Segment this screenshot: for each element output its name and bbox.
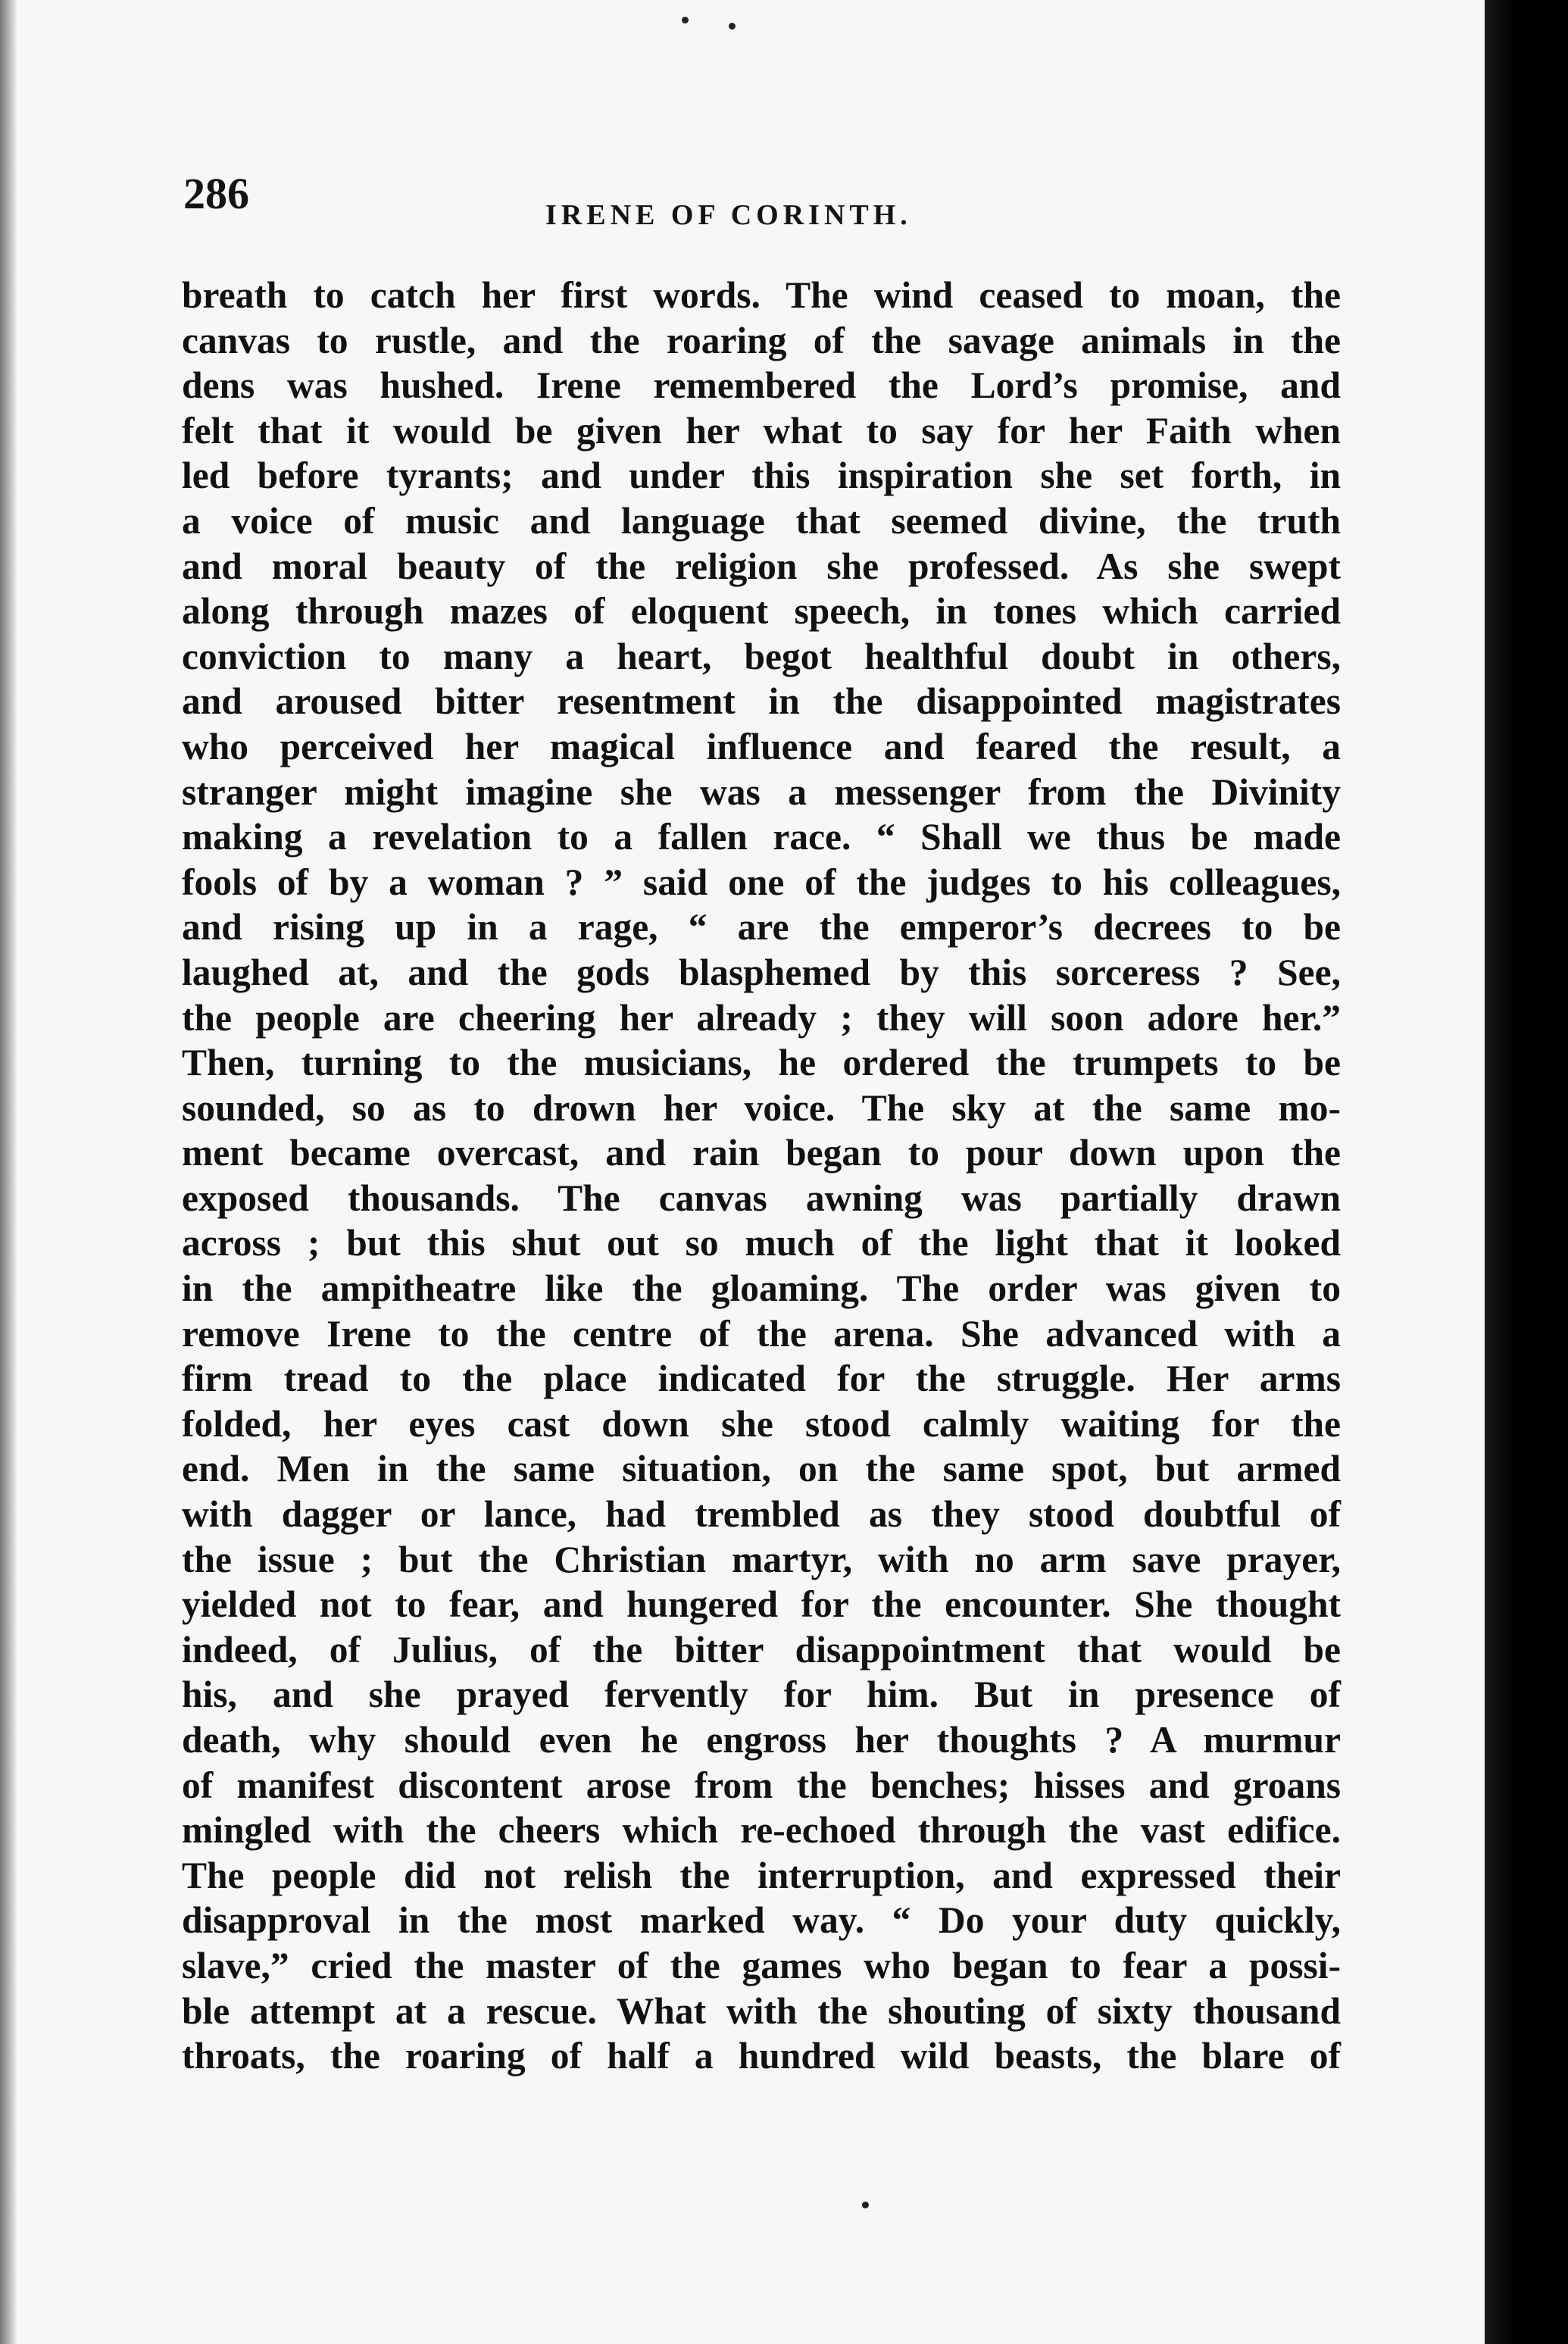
binding-edge (0, 0, 17, 2344)
text-line: death, why should even he engross her thoughts ? A murmur (182, 1719, 1341, 1761)
text-line: sounded, so as to drown her voice. The sky at the same mo- (182, 1086, 1341, 1129)
text-line: the people are cheering her already ; they will soon adore her.” (182, 996, 1341, 1039)
text-line: fools of by a woman ? ” said one of the judges to his colleagues, (182, 861, 1341, 903)
text-line: led before tyrants; and under this inspiration she set forth, in (182, 455, 1341, 497)
text-line: dens was hushed. Irene remembered the Lord’s promise, and (182, 364, 1341, 407)
text-line: The people did not relish the interruption, and expressed their (182, 1854, 1341, 1896)
text-line: canvas to rustle, and the roaring of the savage animals in the (182, 319, 1341, 361)
text-line: folded, her eyes cast down she stood calmly waiting for the (182, 1402, 1341, 1445)
text-line: along through mazes of eloquent speech, in tones which carried (182, 590, 1341, 633)
text-line: laughed at, and the gods blasphemed by this sorceress ? See, (182, 951, 1341, 993)
scan-speck (729, 23, 736, 30)
page-number: 286 (183, 169, 249, 218)
text-line: stranger might imagine she was a messenger from the Divinity (182, 770, 1341, 813)
text-line: making a revelation to a fallen race. “ Shall we thus be made (182, 816, 1341, 858)
text-line: slave,” cried the master of the games who began to fear a possi- (182, 1944, 1341, 1986)
text-line: who perceived her magical influence and feared the result, a (182, 725, 1341, 767)
text-line: felt that it would be given her what to say for her Faith when (182, 409, 1341, 452)
text-line: ble attempt at a rescue. What with the shouting of sixty thousand (182, 1989, 1341, 2032)
text-line: mingled with the cheers which re-echoed through the vast edifice. (182, 1809, 1341, 1852)
scan-speck (862, 2202, 869, 2208)
text-line: disapproval in the most marked way. “ Do your duty quickly, (182, 1899, 1341, 1942)
text-line: end. Men in the same situation, on the same spot, but armed (182, 1448, 1341, 1490)
text-line: firm tread to the place indicated for the struggle. Her arms (182, 1358, 1341, 1400)
text-line: and aroused bitter resentment in the disappointed magistrates (182, 680, 1341, 723)
text-line: breath to catch her first words. The wind ceased to moan, the (182, 274, 1341, 316)
running-title: IRENE OF CORINTH. (545, 199, 912, 231)
text-line: conviction to many a heart, begot healthful doubt in others, (182, 635, 1341, 677)
text-line: remove Irene to the centre of the arena. She advanced with a (182, 1312, 1341, 1355)
text-line: the issue ; but the Christian martyr, with no arm save prayer, (182, 1538, 1341, 1580)
text-line: and rising up in a rage, “ are the emperor’s decrees to be (182, 906, 1341, 949)
text-line: throats, the roaring of half a hundred wild beasts, the blare of (182, 2035, 1341, 2077)
text-line: ment became overcast, and rain began to pour down upon the (182, 1132, 1341, 1174)
scan-speck (682, 17, 689, 23)
text-line: a voice of music and language that seemed divine, the truth (182, 499, 1341, 542)
text-line: yielded not to fear, and hungered for the encounter. She thought (182, 1583, 1341, 1626)
text-line: exposed thousands. The canvas awning was partially drawn (182, 1177, 1341, 1219)
text-line: across ; but this shut out so much of the light that it looked (182, 1222, 1341, 1264)
text-line: and moral beauty of the religion she professed. As she swept (182, 545, 1341, 587)
text-line: of manifest discontent arose from the benches; hisses and groans (182, 1764, 1341, 1806)
page-header (0, 168, 1485, 229)
text-line: his, and she prayed fervently for him. But in presence of (182, 1674, 1341, 1716)
page-edge-shadow (1485, 0, 1515, 2344)
text-line: Then, turning to the musicians, he ordered the trumpets to be (182, 1042, 1341, 1084)
scanner-background (1515, 0, 1568, 2344)
text-line: in the ampitheatre like the gloaming. The order was given to (182, 1267, 1341, 1310)
text-line: indeed, of Julius, of the bitter disappointment that would be (182, 1628, 1341, 1670)
text-line: with dagger or lance, had trembled as they stood doubtful of (182, 1493, 1341, 1536)
body-text (182, 273, 1341, 2079)
